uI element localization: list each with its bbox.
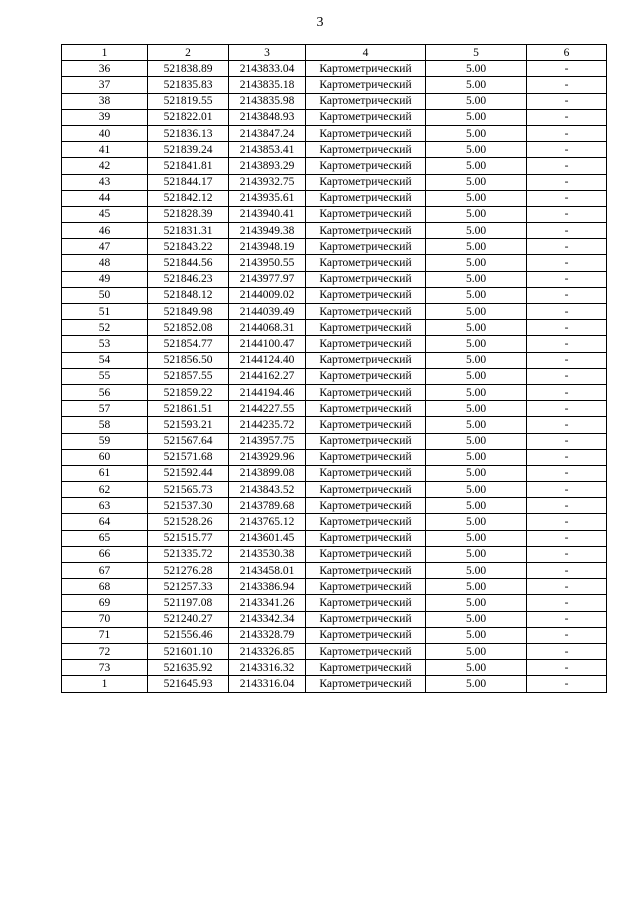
note-cell: -	[527, 643, 607, 659]
method-cell: Картометрический	[306, 158, 426, 174]
y-coordinate-cell: 2143328.79	[229, 627, 306, 643]
accuracy-cell: 5.00	[426, 627, 527, 643]
method-cell: Картометрический	[306, 514, 426, 530]
note-cell: -	[527, 142, 607, 158]
point-number-cell: 42	[62, 158, 148, 174]
method-cell: Картометрический	[306, 93, 426, 109]
point-number-cell: 71	[62, 627, 148, 643]
y-coordinate-cell: 2143932.75	[229, 174, 306, 190]
y-coordinate-cell: 2144009.02	[229, 287, 306, 303]
point-number-cell: 36	[62, 61, 148, 77]
y-coordinate-cell: 2144235.72	[229, 417, 306, 433]
accuracy-cell: 5.00	[426, 433, 527, 449]
x-coordinate-cell: 521848.12	[148, 287, 229, 303]
accuracy-cell: 5.00	[426, 643, 527, 659]
note-cell: -	[527, 255, 607, 271]
method-cell: Картометрический	[306, 384, 426, 400]
note-cell: -	[527, 77, 607, 93]
x-coordinate-cell: 521515.77	[148, 530, 229, 546]
point-number-cell: 61	[62, 465, 148, 481]
method-cell: Картометрический	[306, 401, 426, 417]
y-coordinate-cell: 2143853.41	[229, 142, 306, 158]
point-number-cell: 73	[62, 660, 148, 676]
y-coordinate-cell: 2143601.45	[229, 530, 306, 546]
point-number-cell: 55	[62, 368, 148, 384]
table-row	[62, 579, 607, 595]
accuracy-cell: 5.00	[426, 336, 527, 352]
method-cell: Картометрический	[306, 449, 426, 465]
accuracy-cell: 5.00	[426, 287, 527, 303]
method-cell: Картометрический	[306, 643, 426, 659]
note-cell: -	[527, 676, 607, 692]
table-row	[62, 530, 607, 546]
x-coordinate-cell: 521861.51	[148, 401, 229, 417]
point-number-cell: 68	[62, 579, 148, 595]
accuracy-cell: 5.00	[426, 384, 527, 400]
point-number-cell: 38	[62, 93, 148, 109]
coordinates-table	[61, 44, 607, 693]
accuracy-cell: 5.00	[426, 304, 527, 320]
table-row	[62, 223, 607, 239]
point-number-cell: 60	[62, 449, 148, 465]
accuracy-cell: 5.00	[426, 223, 527, 239]
x-coordinate-cell: 521571.68	[148, 449, 229, 465]
y-coordinate-cell: 2143833.04	[229, 61, 306, 77]
y-coordinate-cell: 2143835.98	[229, 93, 306, 109]
x-coordinate-cell: 521836.13	[148, 125, 229, 141]
point-number-cell: 52	[62, 320, 148, 336]
accuracy-cell: 5.00	[426, 546, 527, 562]
table-row	[62, 239, 607, 255]
table-row	[62, 255, 607, 271]
x-coordinate-cell: 521844.56	[148, 255, 229, 271]
y-coordinate-cell: 2143949.38	[229, 223, 306, 239]
y-coordinate-cell: 2144100.47	[229, 336, 306, 352]
table-row	[62, 174, 607, 190]
point-number-cell: 40	[62, 125, 148, 141]
x-coordinate-cell: 521856.50	[148, 352, 229, 368]
y-coordinate-cell: 2143316.32	[229, 660, 306, 676]
accuracy-cell: 5.00	[426, 142, 527, 158]
point-number-cell: 47	[62, 239, 148, 255]
method-cell: Картометрический	[306, 206, 426, 222]
note-cell: -	[527, 514, 607, 530]
y-coordinate-cell: 2143386.94	[229, 579, 306, 595]
table-row	[62, 271, 607, 287]
column-header-2: 2	[148, 45, 229, 61]
accuracy-cell: 5.00	[426, 352, 527, 368]
y-coordinate-cell: 2143935.61	[229, 190, 306, 206]
note-cell: -	[527, 498, 607, 514]
point-number-cell: 43	[62, 174, 148, 190]
table-row	[62, 304, 607, 320]
method-cell: Картометрический	[306, 498, 426, 514]
note-cell: -	[527, 239, 607, 255]
y-coordinate-cell: 2143789.68	[229, 498, 306, 514]
x-coordinate-cell: 521257.33	[148, 579, 229, 595]
x-coordinate-cell: 521537.30	[148, 498, 229, 514]
accuracy-cell: 5.00	[426, 77, 527, 93]
method-cell: Картометрический	[306, 563, 426, 579]
y-coordinate-cell: 2143458.01	[229, 563, 306, 579]
table-row	[62, 287, 607, 303]
note-cell: -	[527, 368, 607, 384]
point-number-cell: 45	[62, 206, 148, 222]
x-coordinate-cell: 521567.64	[148, 433, 229, 449]
column-header-4: 4	[306, 45, 426, 61]
accuracy-cell: 5.00	[426, 61, 527, 77]
x-coordinate-cell: 521839.24	[148, 142, 229, 158]
point-number-cell: 59	[62, 433, 148, 449]
method-cell: Картометрический	[306, 595, 426, 611]
y-coordinate-cell: 2143316.04	[229, 676, 306, 692]
point-number-cell: 56	[62, 384, 148, 400]
point-number-cell: 57	[62, 401, 148, 417]
x-coordinate-cell: 521849.98	[148, 304, 229, 320]
column-header-5: 5	[426, 45, 527, 61]
x-coordinate-cell: 521838.89	[148, 61, 229, 77]
table-row	[62, 465, 607, 481]
method-cell: Картометрический	[306, 271, 426, 287]
accuracy-cell: 5.00	[426, 498, 527, 514]
note-cell: -	[527, 465, 607, 481]
y-coordinate-cell: 2143765.12	[229, 514, 306, 530]
method-cell: Картометрический	[306, 465, 426, 481]
method-cell: Картометрический	[306, 676, 426, 692]
accuracy-cell: 5.00	[426, 125, 527, 141]
note-cell: -	[527, 61, 607, 77]
y-coordinate-cell: 2144194.46	[229, 384, 306, 400]
accuracy-cell: 5.00	[426, 514, 527, 530]
x-coordinate-cell: 521635.92	[148, 660, 229, 676]
y-coordinate-cell: 2143950.55	[229, 255, 306, 271]
accuracy-cell: 5.00	[426, 676, 527, 692]
x-coordinate-cell: 521197.08	[148, 595, 229, 611]
method-cell: Картометрический	[306, 174, 426, 190]
y-coordinate-cell: 2143843.52	[229, 482, 306, 498]
table-row	[62, 449, 607, 465]
note-cell: -	[527, 433, 607, 449]
table-row	[62, 482, 607, 498]
x-coordinate-cell: 521846.23	[148, 271, 229, 287]
accuracy-cell: 5.00	[426, 271, 527, 287]
method-cell: Картометрический	[306, 304, 426, 320]
note-cell: -	[527, 482, 607, 498]
table-row	[62, 546, 607, 562]
note-cell: -	[527, 109, 607, 125]
method-cell: Картометрический	[306, 482, 426, 498]
note-cell: -	[527, 336, 607, 352]
table-row	[62, 142, 607, 158]
x-coordinate-cell: 521844.17	[148, 174, 229, 190]
accuracy-cell: 5.00	[426, 530, 527, 546]
method-cell: Картометрический	[306, 190, 426, 206]
method-cell: Картометрический	[306, 287, 426, 303]
note-cell: -	[527, 158, 607, 174]
y-coordinate-cell: 2143893.29	[229, 158, 306, 174]
table-row	[62, 336, 607, 352]
y-coordinate-cell: 2143341.26	[229, 595, 306, 611]
table-row	[62, 498, 607, 514]
method-cell: Картометрический	[306, 611, 426, 627]
x-coordinate-cell: 521842.12	[148, 190, 229, 206]
note-cell: -	[527, 271, 607, 287]
method-cell: Картометрический	[306, 320, 426, 336]
point-number-cell: 49	[62, 271, 148, 287]
table-row	[62, 676, 607, 692]
point-number-cell: 62	[62, 482, 148, 498]
note-cell: -	[527, 384, 607, 400]
table-row	[62, 368, 607, 384]
x-coordinate-cell: 521601.10	[148, 643, 229, 659]
note-cell: -	[527, 530, 607, 546]
note-cell: -	[527, 304, 607, 320]
y-coordinate-cell: 2143848.93	[229, 109, 306, 125]
note-cell: -	[527, 93, 607, 109]
accuracy-cell: 5.00	[426, 109, 527, 125]
method-cell: Картометрический	[306, 627, 426, 643]
table-row	[62, 158, 607, 174]
x-coordinate-cell: 521819.55	[148, 93, 229, 109]
point-number-cell: 67	[62, 563, 148, 579]
note-cell: -	[527, 627, 607, 643]
note-cell: -	[527, 401, 607, 417]
x-coordinate-cell: 521240.27	[148, 611, 229, 627]
table-row	[62, 660, 607, 676]
note-cell: -	[527, 660, 607, 676]
x-coordinate-cell: 521592.44	[148, 465, 229, 481]
table-row	[62, 384, 607, 400]
note-cell: -	[527, 206, 607, 222]
note-cell: -	[527, 320, 607, 336]
method-cell: Картометрический	[306, 579, 426, 595]
note-cell: -	[527, 190, 607, 206]
y-coordinate-cell: 2143948.19	[229, 239, 306, 255]
accuracy-cell: 5.00	[426, 190, 527, 206]
x-coordinate-cell: 521857.55	[148, 368, 229, 384]
accuracy-cell: 5.00	[426, 482, 527, 498]
table-row	[62, 352, 607, 368]
y-coordinate-cell: 2143957.75	[229, 433, 306, 449]
x-coordinate-cell: 521528.26	[148, 514, 229, 530]
accuracy-cell: 5.00	[426, 320, 527, 336]
note-cell: -	[527, 174, 607, 190]
y-coordinate-cell: 2144124.40	[229, 352, 306, 368]
table-row	[62, 514, 607, 530]
accuracy-cell: 5.00	[426, 368, 527, 384]
note-cell: -	[527, 223, 607, 239]
table-row	[62, 433, 607, 449]
table-row	[62, 320, 607, 336]
x-coordinate-cell: 521828.39	[148, 206, 229, 222]
accuracy-cell: 5.00	[426, 563, 527, 579]
accuracy-cell: 5.00	[426, 579, 527, 595]
note-cell: -	[527, 125, 607, 141]
y-coordinate-cell: 2143835.18	[229, 77, 306, 93]
point-number-cell: 64	[62, 514, 148, 530]
method-cell: Картометрический	[306, 109, 426, 125]
x-coordinate-cell: 521565.73	[148, 482, 229, 498]
x-coordinate-cell: 521822.01	[148, 109, 229, 125]
y-coordinate-cell: 2144227.55	[229, 401, 306, 417]
point-number-cell: 53	[62, 336, 148, 352]
point-number-cell: 70	[62, 611, 148, 627]
accuracy-cell: 5.00	[426, 158, 527, 174]
y-coordinate-cell: 2144162.27	[229, 368, 306, 384]
x-coordinate-cell: 521841.81	[148, 158, 229, 174]
accuracy-cell: 5.00	[426, 93, 527, 109]
note-cell: -	[527, 595, 607, 611]
page-number: 3	[316, 15, 324, 30]
table-row	[62, 93, 607, 109]
x-coordinate-cell: 521854.77	[148, 336, 229, 352]
point-number-cell: 58	[62, 417, 148, 433]
point-number-cell: 66	[62, 546, 148, 562]
table-row	[62, 611, 607, 627]
y-coordinate-cell: 2143977.97	[229, 271, 306, 287]
accuracy-cell: 5.00	[426, 401, 527, 417]
table-row	[62, 77, 607, 93]
table-row	[62, 643, 607, 659]
x-coordinate-cell: 521835.83	[148, 77, 229, 93]
x-coordinate-cell: 521859.22	[148, 384, 229, 400]
note-cell: -	[527, 563, 607, 579]
note-cell: -	[527, 417, 607, 433]
y-coordinate-cell: 2144039.49	[229, 304, 306, 320]
point-number-cell: 69	[62, 595, 148, 611]
point-number-cell: 46	[62, 223, 148, 239]
method-cell: Картометрический	[306, 223, 426, 239]
method-cell: Картометрический	[306, 336, 426, 352]
column-header-1: 1	[62, 45, 148, 61]
method-cell: Картометрический	[306, 530, 426, 546]
table-body	[62, 61, 607, 692]
x-coordinate-cell: 521831.31	[148, 223, 229, 239]
point-number-cell: 50	[62, 287, 148, 303]
y-coordinate-cell: 2143940.41	[229, 206, 306, 222]
x-coordinate-cell: 521645.93	[148, 676, 229, 692]
column-header-6: 6	[527, 45, 607, 61]
point-number-cell: 1	[62, 676, 148, 692]
table-row	[62, 595, 607, 611]
header-row	[62, 45, 607, 61]
x-coordinate-cell: 521335.72	[148, 546, 229, 562]
method-cell: Картометрический	[306, 368, 426, 384]
method-cell: Картометрический	[306, 125, 426, 141]
x-coordinate-cell: 521852.08	[148, 320, 229, 336]
method-cell: Картометрический	[306, 77, 426, 93]
accuracy-cell: 5.00	[426, 239, 527, 255]
x-coordinate-cell: 521276.28	[148, 563, 229, 579]
table-header	[62, 45, 607, 61]
note-cell: -	[527, 449, 607, 465]
point-number-cell: 41	[62, 142, 148, 158]
method-cell: Картометрический	[306, 433, 426, 449]
table-row	[62, 401, 607, 417]
accuracy-cell: 5.00	[426, 660, 527, 676]
table-row	[62, 563, 607, 579]
y-coordinate-cell: 2143899.08	[229, 465, 306, 481]
method-cell: Картометрический	[306, 239, 426, 255]
note-cell: -	[527, 546, 607, 562]
point-number-cell: 48	[62, 255, 148, 271]
y-coordinate-cell: 2143326.85	[229, 643, 306, 659]
method-cell: Картометрический	[306, 352, 426, 368]
y-coordinate-cell: 2143342.34	[229, 611, 306, 627]
x-coordinate-cell: 521843.22	[148, 239, 229, 255]
table-row	[62, 125, 607, 141]
method-cell: Картометрический	[306, 546, 426, 562]
y-coordinate-cell: 2144068.31	[229, 320, 306, 336]
y-coordinate-cell: 2143847.24	[229, 125, 306, 141]
method-cell: Картометрический	[306, 61, 426, 77]
note-cell: -	[527, 287, 607, 303]
note-cell: -	[527, 579, 607, 595]
table-row	[62, 109, 607, 125]
point-number-cell: 37	[62, 77, 148, 93]
method-cell: Картометрический	[306, 660, 426, 676]
y-coordinate-cell: 2143530.38	[229, 546, 306, 562]
table-row	[62, 417, 607, 433]
point-number-cell: 63	[62, 498, 148, 514]
point-number-cell: 72	[62, 643, 148, 659]
table-row	[62, 627, 607, 643]
x-coordinate-cell: 521593.21	[148, 417, 229, 433]
accuracy-cell: 5.00	[426, 206, 527, 222]
point-number-cell: 65	[62, 530, 148, 546]
table-row	[62, 206, 607, 222]
point-number-cell: 54	[62, 352, 148, 368]
point-number-cell: 51	[62, 304, 148, 320]
point-number-cell: 39	[62, 109, 148, 125]
table-row	[62, 61, 607, 77]
point-number-cell: 44	[62, 190, 148, 206]
accuracy-cell: 5.00	[426, 595, 527, 611]
accuracy-cell: 5.00	[426, 611, 527, 627]
method-cell: Картометрический	[306, 142, 426, 158]
accuracy-cell: 5.00	[426, 417, 527, 433]
accuracy-cell: 5.00	[426, 174, 527, 190]
note-cell: -	[527, 352, 607, 368]
accuracy-cell: 5.00	[426, 449, 527, 465]
y-coordinate-cell: 2143929.96	[229, 449, 306, 465]
accuracy-cell: 5.00	[426, 255, 527, 271]
column-header-3: 3	[229, 45, 306, 61]
note-cell: -	[527, 611, 607, 627]
method-cell: Картометрический	[306, 417, 426, 433]
accuracy-cell: 5.00	[426, 465, 527, 481]
method-cell: Картометрический	[306, 255, 426, 271]
x-coordinate-cell: 521556.46	[148, 627, 229, 643]
table-row	[62, 190, 607, 206]
